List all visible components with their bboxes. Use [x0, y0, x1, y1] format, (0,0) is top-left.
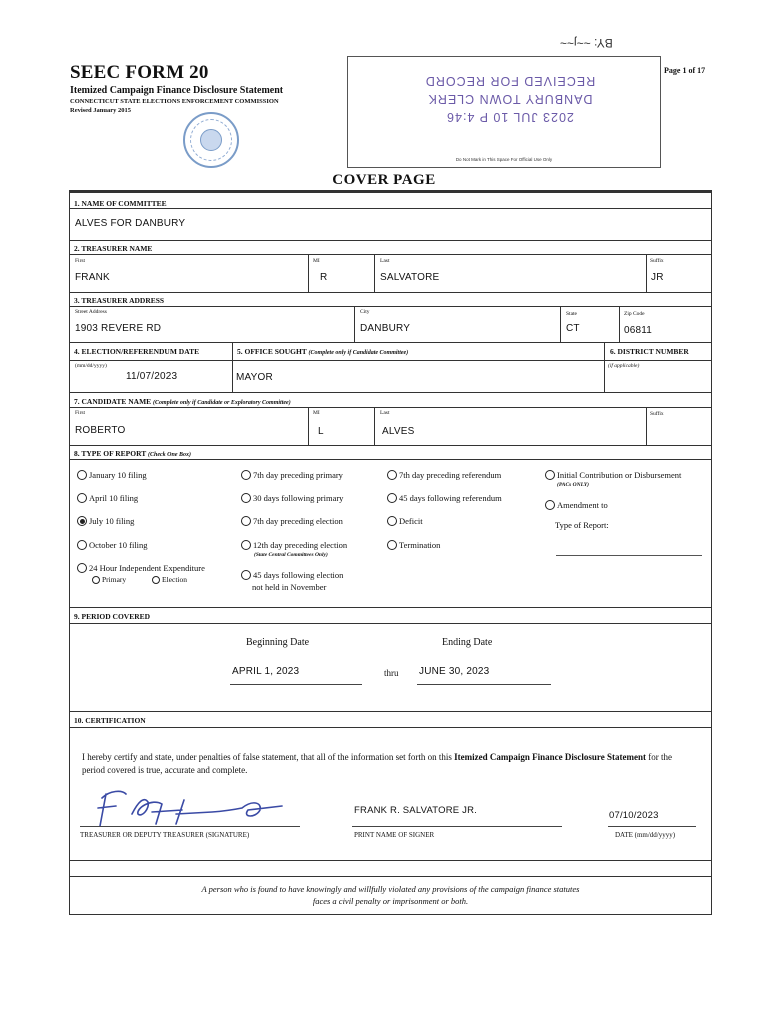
date-caption: DATE (mm/dd/yyyy): [615, 831, 676, 839]
treasurer-last-field[interactable]: SALVATORE: [380, 272, 440, 283]
treasurer-signature: [92, 784, 292, 832]
ending-date-line: [417, 684, 551, 685]
radio-button[interactable]: [241, 493, 251, 503]
report-type-12th-preceding-election[interactable]: 12th day preceding election: [241, 540, 347, 550]
last-label: Last: [380, 258, 390, 264]
print-name-line: [352, 826, 562, 827]
report-type-30-following-primary[interactable]: 30 days following primary: [241, 493, 343, 503]
report-type-45-following-election[interactable]: 45 days following election: [241, 570, 343, 580]
divider: [69, 445, 712, 446]
radio-button[interactable]: [387, 540, 397, 550]
radio-button[interactable]: [77, 563, 87, 573]
divider: [619, 306, 620, 342]
report-type-july[interactable]: July 10 filing: [77, 516, 134, 526]
form-title: SEEC FORM 20: [70, 62, 209, 83]
radio-button[interactable]: [241, 540, 251, 550]
divider: [69, 342, 712, 343]
official-use-note: Do Not Mark in This Space For Official Use Only: [455, 157, 553, 162]
section-10-label: 10. CERTIFICATION: [74, 716, 146, 725]
beginning-date-field[interactable]: APRIL 1, 2023: [232, 666, 300, 677]
radio-button[interactable]: [545, 500, 555, 510]
certification-text: I hereby certify and state, under penalties of false statement, that all of the information set forth on this Itemized Campaign Finance Disclosure Statement for the period covered is true, accurate and complete.: [82, 752, 672, 775]
treasurer-first-field[interactable]: FRANK: [75, 272, 110, 283]
state-central-note: (State Central Committees Only): [254, 552, 328, 558]
divider: [560, 306, 561, 342]
candidate-last-field[interactable]: ALVES: [382, 426, 415, 437]
radio-button[interactable]: [92, 576, 100, 584]
state-label: State: [566, 311, 577, 317]
divider: [374, 407, 375, 445]
amendment-type-field[interactable]: [556, 555, 702, 556]
divider: [308, 407, 309, 445]
zip-field[interactable]: 06811: [624, 325, 653, 336]
report-type-7th-preceding-referendum[interactable]: 7th day preceding referendum: [387, 470, 501, 480]
report-type-24-hour-ie[interactable]: 24 Hour Independent Expenditure: [77, 563, 205, 573]
divider: [69, 459, 712, 460]
report-type-amendment[interactable]: Amendment to: [545, 500, 608, 510]
section-7-label: 7. CANDIDATE NAME (Complete only if Candidate or Exploratory Committee): [74, 397, 291, 406]
section-1-label: 1. NAME OF COMMITTEE: [74, 199, 167, 208]
divider: [69, 208, 712, 209]
beginning-date-label: Beginning Date: [246, 637, 310, 648]
divider: [69, 254, 712, 255]
divider: [69, 876, 712, 877]
street-label: Street Address: [75, 309, 107, 315]
election-date-field[interactable]: 11/07/2023: [126, 371, 178, 382]
signature-date-field[interactable]: 07/10/2023: [609, 810, 659, 821]
state-seal-icon: [183, 112, 239, 168]
divider: [69, 292, 712, 293]
candidate-first-field[interactable]: ROBERTO: [75, 425, 126, 436]
print-name-caption: PRINT NAME OF SIGNER: [354, 831, 435, 839]
first-label: First: [75, 258, 86, 264]
suffix-label: Suffix: [650, 258, 664, 264]
divider: [646, 254, 647, 292]
state-field[interactable]: CT: [566, 323, 580, 334]
radio-button[interactable]: [387, 493, 397, 503]
agency-name: CONNECTICUT STATE ELECTIONS ENFORCEMENT COMMISSION: [70, 98, 279, 105]
signer-name-field[interactable]: FRANK R. SALVATORE JR.: [354, 805, 477, 816]
page-indicator: Page 1 of 17: [664, 66, 706, 75]
report-type-initial-contribution[interactable]: Initial Contribution or Disbursement: [545, 470, 681, 480]
treasurer-mi-field[interactable]: R: [320, 272, 328, 283]
beginning-date-line: [230, 684, 362, 685]
cover-page-title: COVER PAGE: [332, 172, 436, 188]
thru-label: thru: [384, 668, 399, 678]
ie-primary-option[interactable]: Primary: [92, 575, 126, 584]
divider: [69, 240, 712, 241]
signature-caption: TREASURER OR DEPUTY TREASURER (SIGNATURE): [80, 831, 250, 839]
radio-button[interactable]: [152, 576, 160, 584]
section-6-label: 6. DISTRICT NUMBER: [610, 347, 689, 356]
date-line: [608, 826, 696, 827]
section-8-label: 8. TYPE OF REPORT (Check One Box): [74, 449, 191, 458]
radio-button[interactable]: [241, 516, 251, 526]
signature-line: [80, 826, 300, 827]
divider: [69, 860, 712, 861]
section-2-label: 2. TREASURER NAME: [74, 244, 153, 253]
suffix-label: Suffix: [650, 411, 664, 417]
divider: [69, 607, 712, 608]
not-in-november-note: not held in November: [252, 582, 327, 592]
ending-date-field[interactable]: JUNE 30, 2023: [419, 666, 490, 677]
mi-label: MI: [313, 258, 320, 264]
date-format-label: (mm/dd/yyyy): [75, 363, 107, 369]
revision-date: Revised January 2015: [70, 107, 132, 114]
candidate-mi-field[interactable]: L: [318, 426, 324, 437]
section-4-label: 4. ELECTION/REFERENDUM DATE: [74, 347, 200, 356]
radio-button[interactable]: [77, 540, 87, 550]
radio-button[interactable]: [241, 570, 251, 580]
divider: [232, 342, 233, 392]
radio-button[interactable]: [387, 516, 397, 526]
stamp-by: BY: ~~ȷ~~: [560, 36, 613, 50]
radio-button[interactable]: [77, 470, 87, 480]
committee-name-field[interactable]: ALVES FOR DANBURY: [75, 218, 186, 229]
divider: [69, 360, 712, 361]
city-field[interactable]: DANBURY: [360, 323, 411, 334]
divider: [69, 392, 712, 393]
radio-button[interactable]: [241, 470, 251, 480]
report-type-termination[interactable]: Termination: [387, 540, 440, 550]
treasurer-suffix-field[interactable]: JR: [651, 272, 664, 283]
report-type-deficit[interactable]: Deficit: [387, 516, 423, 526]
radio-button[interactable]: [387, 470, 397, 480]
radio-button-checked[interactable]: [77, 516, 87, 526]
divider: [374, 254, 375, 292]
received-stamp: 2023 JUL 10 P 4:46 DANBURY TOWN CLERK RECEIVED FOR RECORD: [424, 74, 596, 124]
divider: [69, 623, 712, 624]
district-note: (if applicable): [608, 363, 640, 369]
divider: [308, 254, 309, 292]
mi-label: MI: [313, 410, 320, 416]
ending-date-label: Ending Date: [442, 637, 493, 648]
divider: [646, 407, 647, 445]
zip-label: Zip Code: [624, 311, 645, 317]
divider: [69, 306, 712, 307]
divider: [354, 306, 355, 342]
divider: [69, 407, 712, 408]
section-5-label: 5. OFFICE SOUGHT (Complete only if Candidate Committee): [237, 347, 409, 356]
ie-election-option[interactable]: Election: [152, 575, 187, 584]
divider: [604, 342, 605, 392]
report-type-april[interactable]: April 10 filing: [77, 493, 138, 503]
section-9-label: 9. PERIOD COVERED: [74, 612, 151, 621]
city-label: City: [360, 309, 370, 315]
street-address-field[interactable]: 1903 REVERE RD: [75, 323, 162, 334]
pacs-only-note: (PACs ONLY): [557, 482, 589, 488]
report-type-45-following-referendum[interactable]: 45 days following referendum: [387, 493, 502, 503]
type-of-report-label: Type of Report:: [555, 520, 609, 530]
report-type-january[interactable]: January 10 filing: [77, 470, 147, 480]
office-sought-field[interactable]: MAYOR: [236, 372, 273, 383]
radio-button[interactable]: [545, 470, 555, 480]
section-3-label: 3. TREASURER ADDRESS: [74, 296, 165, 305]
radio-button[interactable]: [77, 493, 87, 503]
divider: [69, 727, 712, 728]
report-type-7th-preceding-primary[interactable]: 7th day preceding primary: [241, 470, 343, 480]
last-label: Last: [380, 410, 390, 416]
form-subtitle: Itemized Campaign Finance Disclosure Statement: [70, 85, 284, 96]
first-label: First: [75, 410, 86, 416]
penalty-notice: A person who is found to have knowingly and willfully violated any provisions of the campaign finance statutes faces a civil penalty or imprisonment or both.: [201, 884, 580, 906]
divider: [69, 711, 712, 712]
report-type-october[interactable]: October 10 filing: [77, 540, 148, 550]
report-type-7th-preceding-election[interactable]: 7th day preceding election: [241, 516, 343, 526]
